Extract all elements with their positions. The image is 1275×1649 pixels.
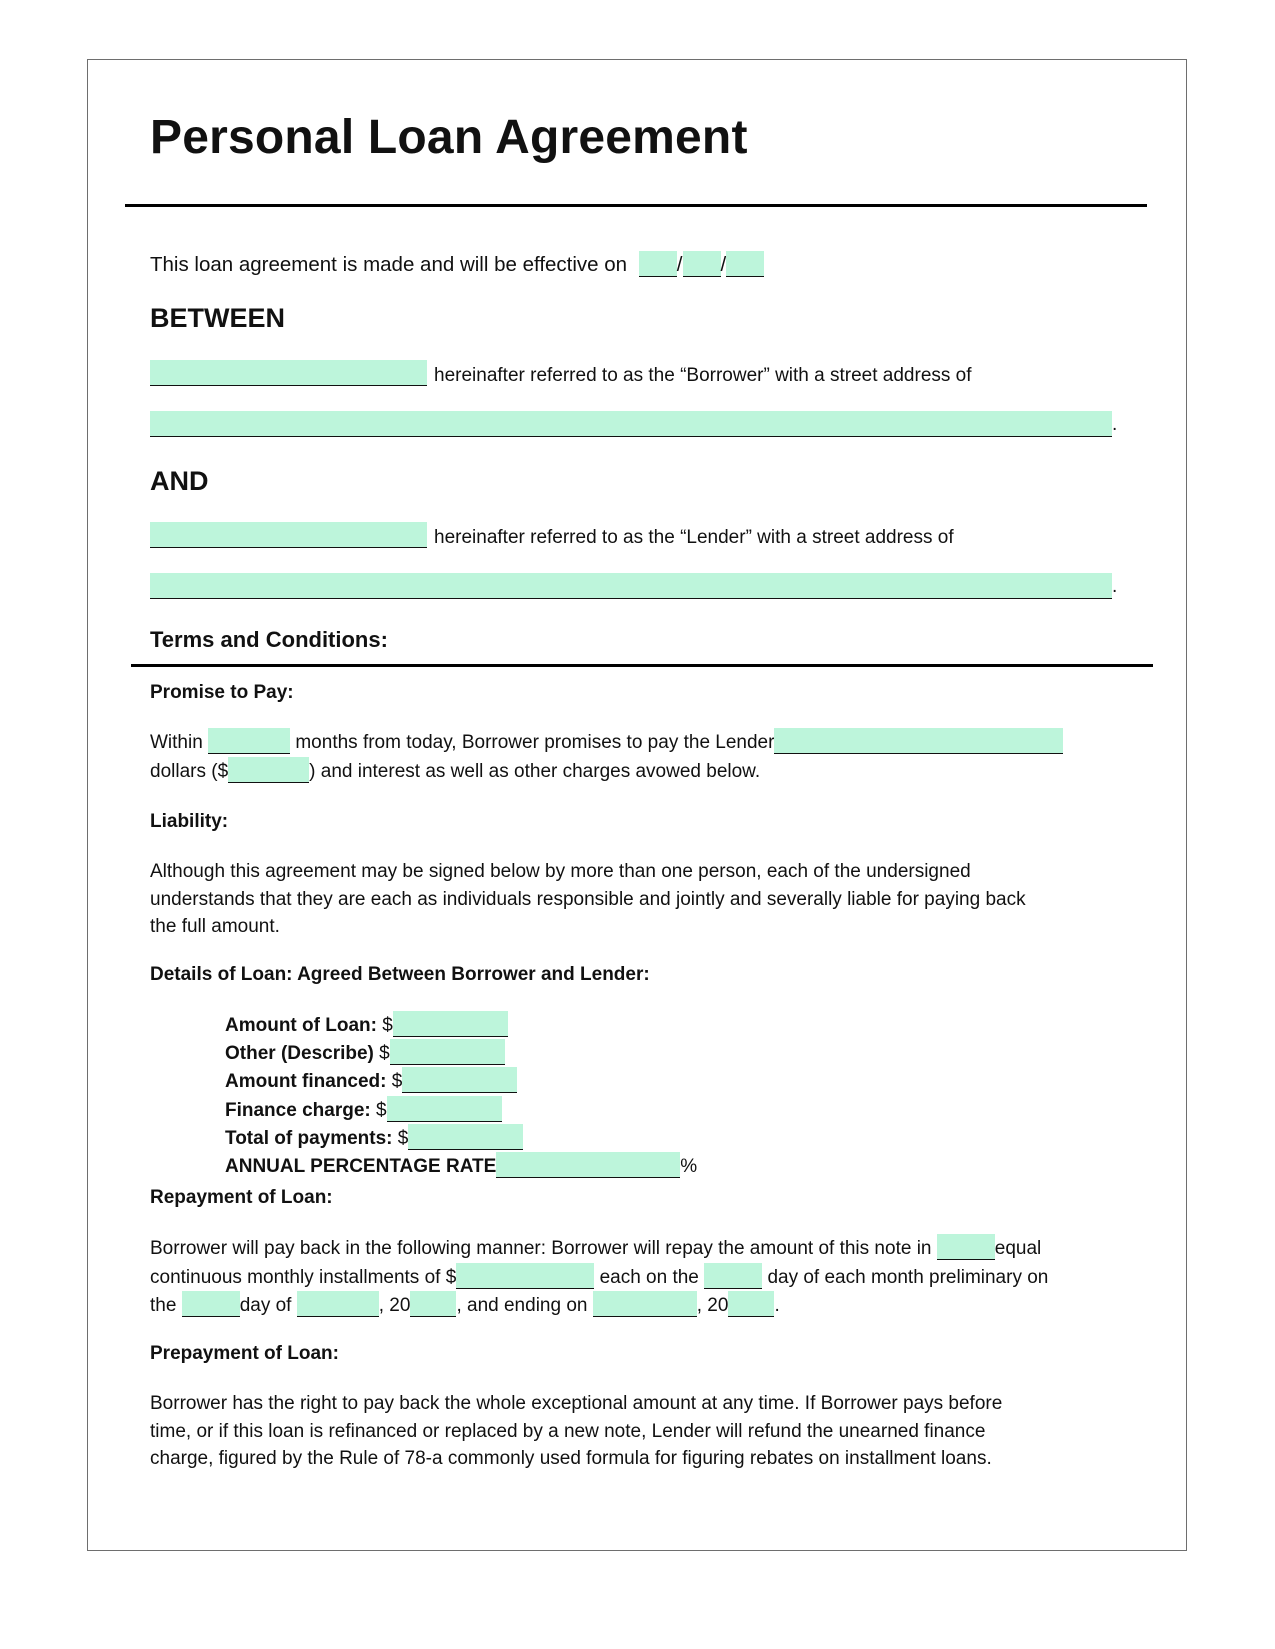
prepayment-paragraph (150, 1390, 1002, 1473)
borrower-description: hereinafter referred to as the “Borrower” with a street address of (434, 365, 972, 386)
start-day-field[interactable] (182, 1291, 240, 1317)
amount-in-words-field[interactable] (774, 728, 1063, 754)
promise-text-4: ) and interest as well as other charges avowed below. (309, 760, 761, 782)
and-heading: AND (150, 466, 209, 496)
prepayment-heading: Prepayment of Loan: (150, 1343, 339, 1364)
liability-heading: Liability: (150, 811, 229, 832)
document-title: Personal Loan Agreement (150, 111, 748, 164)
detail-row-amount-of-loan: Amount of Loan: $ (225, 1011, 697, 1039)
date-separator: / (676, 253, 683, 276)
detail-row-finance-charge: Finance charge: $ (225, 1096, 697, 1124)
end-year-field[interactable] (728, 1291, 774, 1317)
loan-details (225, 1011, 697, 1180)
promise-paragraph (150, 728, 1063, 785)
promise-text-1: Within (150, 732, 203, 753)
installment-amount-field[interactable] (456, 1263, 594, 1289)
start-month-field[interactable] (297, 1291, 379, 1317)
terms-divider (131, 664, 1153, 667)
details-heading: Details of Loan: Agreed Between Borrower and Lender: (150, 964, 650, 985)
promise-text-3: dollars ($ (150, 760, 229, 782)
borrower-address-period: . (1112, 414, 1118, 435)
title-divider (125, 204, 1147, 207)
effective-month-field[interactable] (639, 251, 677, 277)
promise-heading: Promise to Pay: (150, 682, 294, 703)
promise-text-2: months from today, Borrower promises to pay the Lender (295, 732, 775, 753)
liability-line: the full amount. (150, 916, 280, 937)
liability-line: Although this agreement may be signed below by more than one person, each of the undersigned (150, 861, 971, 882)
prepayment-line: time, or if this loan is refinanced or replaced by a new note, Lender will refund the unearned finance (150, 1420, 986, 1442)
amount-financed-field[interactable] (402, 1067, 517, 1093)
lender-address-field[interactable] (150, 573, 1112, 599)
prepayment-line: Borrower has the right to pay back the whole exceptional amount at any time. If Borrower pays before (150, 1393, 1003, 1414)
intro-text: This loan agreement is made and will be effective on (150, 253, 628, 276)
total-payments-field[interactable] (408, 1124, 523, 1150)
apr-field[interactable] (496, 1152, 680, 1178)
installments-count-field[interactable] (937, 1234, 995, 1260)
effective-date-line (150, 251, 764, 277)
amount-of-loan-field[interactable] (393, 1011, 508, 1037)
amount-dollars-field[interactable] (228, 757, 309, 783)
page-frame (87, 59, 1187, 1551)
liability-paragraph (150, 858, 1026, 941)
lender-description: hereinafter referred to as the “Lender” with a street address of (434, 527, 954, 548)
detail-row-total-payments: Total of payments: $ (225, 1124, 697, 1152)
borrower-address-field[interactable] (150, 411, 1112, 437)
terms-heading: Terms and Conditions: (150, 627, 388, 652)
repayment-heading: Repayment of Loan: (150, 1187, 333, 1208)
lender-name-field[interactable] (150, 522, 427, 548)
prepayment-line: charge, figured by the Rule of 78-a commonly used formula for figuring rebates on installment loans. (150, 1448, 992, 1469)
start-year-field[interactable] (410, 1291, 456, 1317)
between-heading: BETWEEN (150, 303, 285, 333)
detail-row-other: Other (Describe) $ (225, 1039, 697, 1067)
effective-year-field[interactable] (726, 251, 764, 277)
months-field[interactable] (208, 728, 290, 754)
detail-row-amount-financed: Amount financed: $ (225, 1067, 697, 1095)
finance-charge-field[interactable] (387, 1096, 502, 1122)
effective-day-field[interactable] (683, 251, 721, 277)
borrower-name-field[interactable] (150, 360, 427, 386)
end-date-field[interactable] (593, 1291, 697, 1317)
lender-address-period: . (1112, 576, 1118, 597)
liability-line: understands that they are each as individuals responsible and jointly and severally liable for paying back (150, 888, 1026, 910)
payment-day-field[interactable] (704, 1263, 762, 1289)
detail-row-apr: ANNUAL PERCENTAGE RATE % (225, 1152, 697, 1180)
other-describe-field[interactable] (390, 1039, 505, 1065)
date-separator: / (720, 253, 727, 276)
repayment-paragraph: Borrower will pay back in the following manner: Borrower will repay the amount of this note in equal continuous monthly installments of $ each on the day of each month preliminary on the day of , 20 , and ending on , 20 . (150, 1234, 1048, 1320)
